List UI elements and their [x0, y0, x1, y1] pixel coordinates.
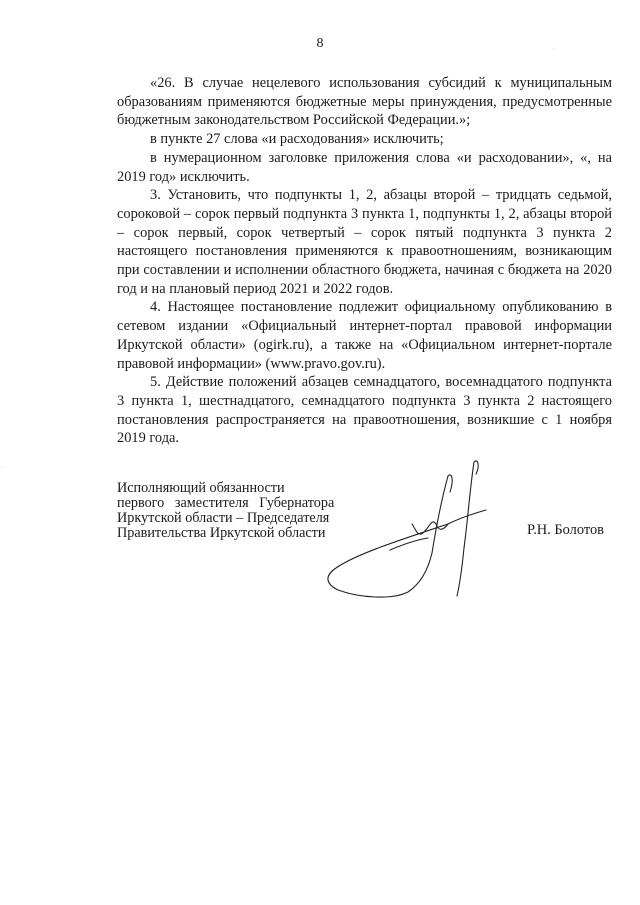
- paragraph-point-3: 3. Установить, что подпункты 1, 2, абзацы второй – тридцать седьмой, сороковой – сорок первый подпункта 3 пункта 1, подпункты 1, 2, абзацы второй – сорок первый, сорок четвертый – сорок пятый подпункта 3 пункта 2 настоящего постановления применяются к правоотношениям, возникающим при составлении и исполнении областного бюджета, начиная с бюджета на 2020 год и на плановый период 2021 и 2022 годов.: [117, 187, 612, 297]
- paragraph-point-5: 5. Действие положений абзацев семнадцатого, восемнадцатого подпункта 3 пункта 1, шестнадцатого, семнадцатого подпункта 3 пункта 2 настоящего постановления распространяется на правоотношения, возникшие с 1 ноября 2019 года.: [117, 374, 612, 447]
- paragraph-item-26: «26. В случае нецелевого использования субсидий к муниципальным образованиям применяются бюджетные меры принуждения, предусмотренные бюджетным законодательством Российской Федерации.»;: [117, 75, 612, 129]
- scan-dot: ·: [2, 465, 4, 471]
- signer-name: Р.Н. Болотов: [527, 522, 604, 538]
- signatory-position: [117, 481, 334, 541]
- signatory-position-line: Исполняющий обязанности: [117, 480, 285, 496]
- signatory-position-line: первого заместителя Губернатора: [117, 495, 335, 511]
- scan-dot: ·: [553, 46, 555, 52]
- document-body: [117, 74, 612, 448]
- page-number: 8: [316, 36, 324, 51]
- paragraph-item-27-change: в пункте 27 слова «и расходования» исключить;: [150, 131, 444, 148]
- paragraph-point-4: 4. Настоящее постановление подлежит официальному опубликованию в сетевом издании «Официальный интернет-портал правовой информации Иркутской области» (ogirk.ru), а также на «Официальном интернет-портале правовой информации» (www.pravo.gov.ru).: [117, 299, 612, 372]
- signatory-position-line: Иркутской области – Председателя: [117, 510, 330, 526]
- signatory-position-line: Правительства Иркутской области: [117, 525, 326, 541]
- paragraph-appendix-heading-change: в нумерационном заголовке приложения слова «и расходовании», «, на 2019 год» исключить.: [117, 149, 612, 185]
- handwritten-signature: [320, 458, 530, 608]
